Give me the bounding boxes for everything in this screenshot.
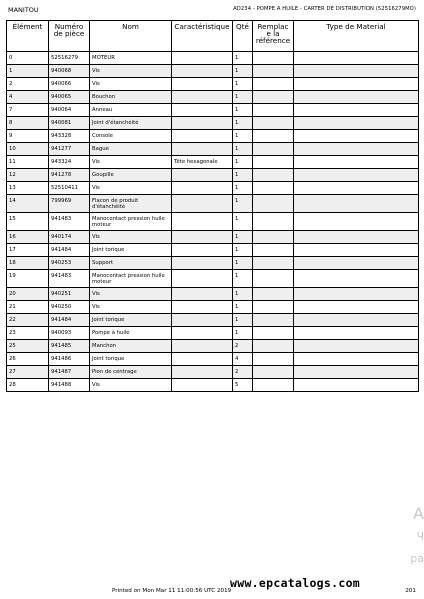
cell-material-type	[294, 340, 419, 353]
cell-replaces	[253, 327, 294, 340]
cell-characteristic	[172, 244, 233, 257]
cell-characteristic	[172, 257, 233, 270]
cell-replaces	[253, 91, 294, 104]
cell-qty: 1	[233, 244, 253, 257]
col-name-header: Nom	[90, 21, 172, 52]
footer-url[interactable]: www.epcatalogs.com	[230, 576, 361, 590]
cell-material-type	[294, 353, 419, 366]
cell-part-number: 940093	[49, 327, 90, 340]
cell-name: Pion de centrage	[90, 366, 172, 379]
cell-qty: 1	[233, 327, 253, 340]
printed-timestamp: Printed on Mon Mar 11 11:00:56 UTC 2019	[112, 588, 232, 594]
cell-name: Manocontact pression huile moteur	[90, 270, 172, 288]
cell-material-type	[294, 65, 419, 78]
cell-material-type	[294, 231, 419, 244]
cell-element: 15	[7, 213, 49, 231]
table-row	[7, 195, 419, 213]
cell-part-number: 940066	[49, 78, 90, 91]
table-row	[7, 117, 419, 130]
cell-element: 16	[7, 231, 49, 244]
cell-name: Vis	[90, 379, 172, 392]
cell-material-type	[294, 213, 419, 231]
cell-material-type	[294, 366, 419, 379]
cell-element: 8	[7, 117, 49, 130]
cell-replaces	[253, 156, 294, 169]
cell-element: 14	[7, 195, 49, 213]
cell-qty: 1	[233, 130, 253, 143]
cell-element: 11	[7, 156, 49, 169]
cell-characteristic	[172, 65, 233, 78]
cell-characteristic	[172, 52, 233, 65]
cell-element: 23	[7, 327, 49, 340]
table-row	[7, 130, 419, 143]
cell-element: 1	[7, 65, 49, 78]
cell-characteristic	[172, 169, 233, 182]
cell-replaces	[253, 117, 294, 130]
cell-characteristic	[172, 213, 233, 231]
cell-qty: 1	[233, 288, 253, 301]
cell-element: 26	[7, 353, 49, 366]
cell-name: Vis	[90, 78, 172, 91]
cell-element: 22	[7, 314, 49, 327]
cell-qty: 1	[233, 65, 253, 78]
cell-name: Console	[90, 130, 172, 143]
table-row	[7, 213, 419, 231]
cell-material-type	[294, 257, 419, 270]
table-row	[7, 91, 419, 104]
cell-qty: 1	[233, 231, 253, 244]
table-row	[7, 327, 419, 340]
cell-name: Vis	[90, 65, 172, 78]
cell-name: Joint torique	[90, 353, 172, 366]
cell-replaces	[253, 169, 294, 182]
cell-qty: 1	[233, 104, 253, 117]
cell-characteristic	[172, 182, 233, 195]
cell-part-number: 941488	[49, 379, 90, 392]
cell-element: 12	[7, 169, 49, 182]
cell-element: 28	[7, 379, 49, 392]
cell-qty: 1	[233, 78, 253, 91]
cell-part-number: 940253	[49, 257, 90, 270]
cell-part-number: 940174	[49, 231, 90, 244]
cell-characteristic	[172, 288, 233, 301]
cell-material-type	[294, 327, 419, 340]
cell-material-type	[294, 91, 419, 104]
cell-part-number: 941278	[49, 169, 90, 182]
table-row	[7, 182, 419, 195]
cell-material-type	[294, 270, 419, 288]
cell-part-number: 940251	[49, 288, 90, 301]
cell-qty: 1	[233, 143, 253, 156]
cell-replaces	[253, 244, 294, 257]
cell-name: Bouchon	[90, 91, 172, 104]
cell-element: 2	[7, 78, 49, 91]
cell-qty: 1	[233, 314, 253, 327]
table-row	[7, 52, 419, 65]
cell-characteristic	[172, 78, 233, 91]
cell-replaces	[253, 182, 294, 195]
cell-material-type	[294, 156, 419, 169]
cell-qty: 2	[233, 340, 253, 353]
cell-name: Pompe à huile	[90, 327, 172, 340]
page-title: AD234 - POMPE A HUILE - CARTER DE DISTRIBUTION (52516279MO)	[233, 6, 416, 12]
cell-replaces	[253, 65, 294, 78]
cell-material-type	[294, 288, 419, 301]
cell-part-number: 943324	[49, 156, 90, 169]
cell-part-number: 940064	[49, 104, 90, 117]
cell-part-number: 941483	[49, 270, 90, 288]
table-body	[7, 52, 419, 392]
cell-name: Goupille	[90, 169, 172, 182]
cell-name: Vis	[90, 231, 172, 244]
cell-material-type	[294, 52, 419, 65]
cell-part-number: 941487	[49, 366, 90, 379]
cell-qty: 5	[233, 379, 253, 392]
cell-part-number: 940250	[49, 301, 90, 314]
cell-characteristic	[172, 379, 233, 392]
cell-material-type	[294, 169, 419, 182]
cell-qty: 1	[233, 182, 253, 195]
table-row	[7, 257, 419, 270]
col-qty-header: Qté	[233, 21, 253, 52]
cell-characteristic	[172, 143, 233, 156]
cell-material-type	[294, 244, 419, 257]
cell-element: 9	[7, 130, 49, 143]
cell-element: 21	[7, 301, 49, 314]
cell-replaces	[253, 314, 294, 327]
cell-qty: 1	[233, 91, 253, 104]
cell-replaces	[253, 366, 294, 379]
cell-material-type	[294, 314, 419, 327]
cell-characteristic	[172, 91, 233, 104]
cell-qty: 1	[233, 52, 253, 65]
cell-part-number: 943328	[49, 130, 90, 143]
cell-part-number: 799969	[49, 195, 90, 213]
cell-element: 19	[7, 270, 49, 288]
cell-element: 4	[7, 91, 49, 104]
cell-qty: 1	[233, 156, 253, 169]
cell-qty: 1	[233, 195, 253, 213]
cell-replaces	[253, 104, 294, 117]
cell-material-type	[294, 117, 419, 130]
parts-table	[6, 20, 419, 392]
cell-part-number: 940081	[49, 117, 90, 130]
cell-qty: 1	[233, 270, 253, 288]
table-row	[7, 104, 419, 117]
cell-replaces	[253, 130, 294, 143]
table-row	[7, 288, 419, 301]
cell-replaces	[253, 195, 294, 213]
table-row	[7, 169, 419, 182]
cell-replaces	[253, 52, 294, 65]
cell-replaces	[253, 288, 294, 301]
table-row	[7, 353, 419, 366]
cell-part-number: 941277	[49, 143, 90, 156]
page-number: 201	[405, 588, 416, 594]
cell-replaces	[253, 257, 294, 270]
watermark-text-3: ра	[410, 552, 424, 565]
cell-part-number: 941484	[49, 314, 90, 327]
cell-replaces	[253, 340, 294, 353]
col-part-number-header: Numéro de pièce	[49, 21, 90, 52]
cell-material-type	[294, 104, 419, 117]
cell-replaces	[253, 78, 294, 91]
watermark-text-2: Ч	[416, 530, 424, 543]
cell-material-type	[294, 195, 419, 213]
cell-qty: 1	[233, 169, 253, 182]
col-element-header: Élément	[7, 21, 49, 52]
cell-element: 17	[7, 244, 49, 257]
cell-part-number: 940065	[49, 91, 90, 104]
cell-part-number: 52510411	[49, 182, 90, 195]
table-row	[7, 65, 419, 78]
cell-replaces	[253, 353, 294, 366]
cell-element: 20	[7, 288, 49, 301]
cell-name: Vis	[90, 156, 172, 169]
cell-characteristic	[172, 117, 233, 130]
cell-element: 18	[7, 257, 49, 270]
table-row	[7, 244, 419, 257]
cell-element: 25	[7, 340, 49, 353]
cell-material-type	[294, 182, 419, 195]
cell-characteristic	[172, 231, 233, 244]
cell-characteristic	[172, 366, 233, 379]
table-row	[7, 340, 419, 353]
cell-name: Vis	[90, 288, 172, 301]
cell-name: Vis	[90, 182, 172, 195]
table-row	[7, 270, 419, 288]
cell-element: 0	[7, 52, 49, 65]
cell-name: Vis	[90, 301, 172, 314]
table-row	[7, 143, 419, 156]
cell-material-type	[294, 143, 419, 156]
cell-characteristic	[172, 314, 233, 327]
table-row	[7, 314, 419, 327]
cell-replaces	[253, 231, 294, 244]
cell-replaces	[253, 301, 294, 314]
cell-name: Joint torique	[90, 244, 172, 257]
cell-part-number: 52516279	[49, 52, 90, 65]
cell-name: Joint d'étanchéité	[90, 117, 172, 130]
cell-characteristic: Tête hexagonale	[172, 156, 233, 169]
cell-name: Flacon de produit d'étanchéité	[90, 195, 172, 213]
cell-qty: 1	[233, 301, 253, 314]
table-row	[7, 379, 419, 392]
cell-element: 13	[7, 182, 49, 195]
col-material-type-header: Type de Material	[294, 21, 419, 52]
cell-qty: 1	[233, 257, 253, 270]
cell-part-number: 941486	[49, 353, 90, 366]
cell-qty: 1	[233, 213, 253, 231]
cell-name: Manchon	[90, 340, 172, 353]
cell-name: Support	[90, 257, 172, 270]
cell-material-type	[294, 301, 419, 314]
cell-characteristic	[172, 195, 233, 213]
cell-material-type	[294, 130, 419, 143]
cell-name: Joint torique	[90, 314, 172, 327]
cell-characteristic	[172, 340, 233, 353]
cell-part-number: 941483	[49, 213, 90, 231]
cell-part-number: 941484	[49, 244, 90, 257]
brand-name: MANITOU	[8, 6, 39, 14]
cell-characteristic	[172, 301, 233, 314]
cell-replaces	[253, 270, 294, 288]
cell-element: 10	[7, 143, 49, 156]
table-row	[7, 231, 419, 244]
watermark-text-1: A	[413, 504, 424, 523]
cell-replaces	[253, 213, 294, 231]
cell-qty: 1	[233, 117, 253, 130]
cell-characteristic	[172, 327, 233, 340]
cell-part-number: 941485	[49, 340, 90, 353]
cell-characteristic	[172, 130, 233, 143]
cell-qty: 4	[233, 353, 253, 366]
cell-material-type	[294, 379, 419, 392]
cell-name: Anneau	[90, 104, 172, 117]
cell-part-number: 940068	[49, 65, 90, 78]
table-row	[7, 366, 419, 379]
cell-name: Manocontact pression huile moteur	[90, 213, 172, 231]
col-replaces-header: Remplac e la référence	[253, 21, 294, 52]
cell-replaces	[253, 379, 294, 392]
table-row	[7, 156, 419, 169]
table-header-row	[7, 21, 419, 52]
cell-element: 27	[7, 366, 49, 379]
cell-material-type	[294, 78, 419, 91]
cell-replaces	[253, 143, 294, 156]
cell-element: 7	[7, 104, 49, 117]
table-row	[7, 301, 419, 314]
cell-name: Bague	[90, 143, 172, 156]
col-characteristic-header: Caractéristique	[172, 21, 233, 52]
cell-name: MOTEUR	[90, 52, 172, 65]
cell-characteristic	[172, 270, 233, 288]
cell-characteristic	[172, 353, 233, 366]
table-row	[7, 78, 419, 91]
cell-characteristic	[172, 104, 233, 117]
cell-qty: 2	[233, 366, 253, 379]
